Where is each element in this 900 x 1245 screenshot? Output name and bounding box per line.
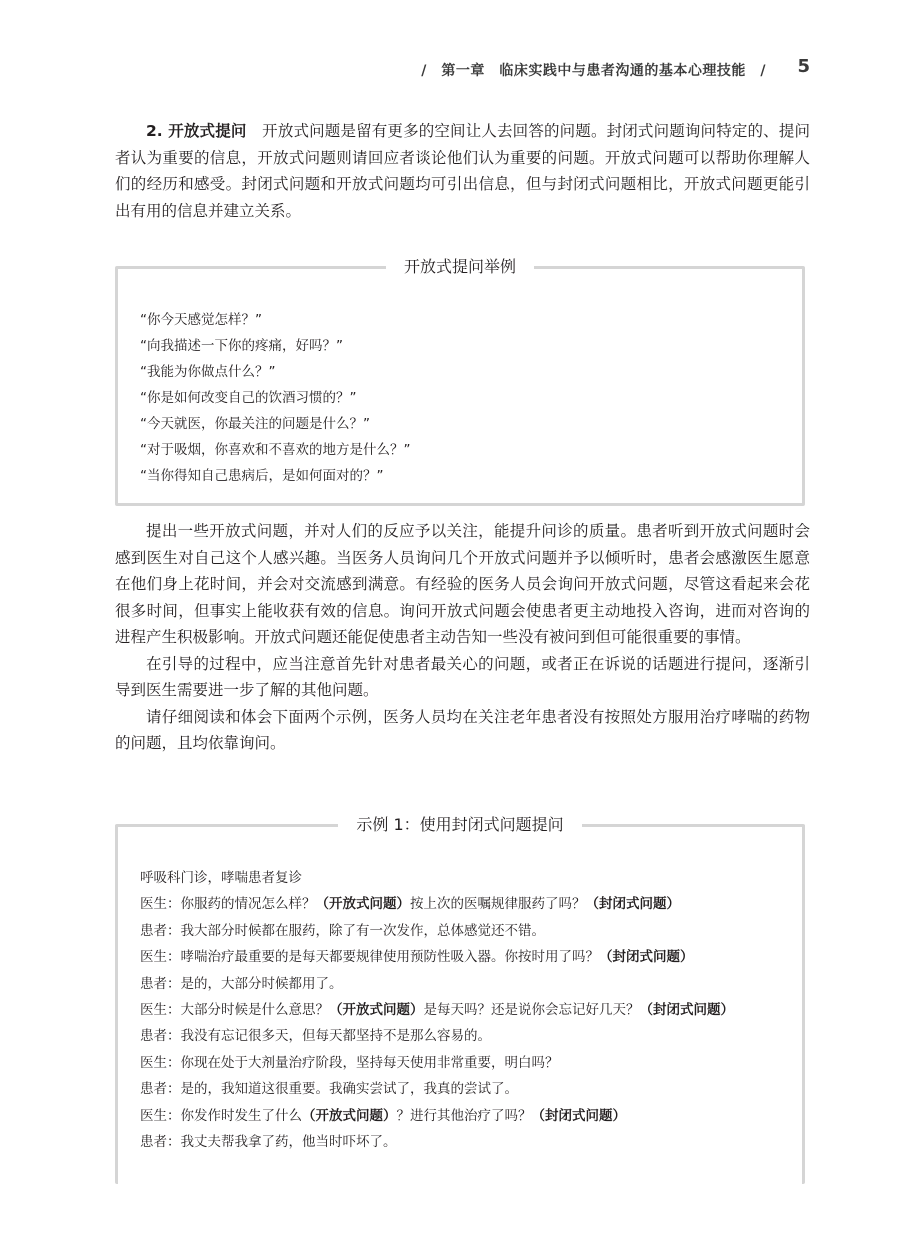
body-paragraphs <box>115 518 810 757</box>
page-header <box>0 58 900 88</box>
question-type-tag: （封闭式问题） <box>639 1002 734 1019</box>
open-question-examples-box <box>115 257 805 506</box>
list-item: “你是如何改变自己的饮酒习惯的？” <box>140 390 357 406</box>
dialogue-context: 呼吸科门诊，哮喘患者复诊 <box>140 870 302 886</box>
example1-dialogue-box <box>115 815 805 1184</box>
question-type-tag: （开放式问题） <box>329 1002 424 1019</box>
list-item: “今天就医，你最关注的问题是什么？” <box>140 416 370 432</box>
section-heading: 2. 开放式提问 <box>146 122 247 140</box>
paragraph: 提出一些开放式问题，并对人们的反应予以关注，能提升问诊的质量。患者听到开放式问题时会感到医生对自己这个人感兴趣。当医务人员询问几个开放式问题并予以倾听时，患者会感激医生愿意在他们身上花时间，并会对交流感到满意。有经验的医务人员会询问开放式问题，尽管这看起来会花很多时间，但事实上能收获有效的信息。询问开放式问题会使患者更主动地投入咨询，进而对咨询的进程产生积极影响。开放式问题还能促使患者主动告知一些没有被问到但可能很重要的事情。 <box>115 522 810 646</box>
dialogue-line: 医生：你服药的情况怎么样？（开放式问题）按上次的医嘱规律服药了吗？（封闭式问题） <box>140 896 680 913</box>
question-type-tag: （开放式问题） <box>315 896 410 913</box>
example-list <box>140 307 411 489</box>
paragraph: 请仔细阅读和体会下面两个示例，医务人员均在关注老年患者没有按照处方服用治疗哮喘的药物的问题，且均依靠询问。 <box>115 707 810 752</box>
dialogue-line: 患者：我丈夫帮我拿了药，他当时吓坏了。 <box>140 1134 397 1151</box>
dialogue-line: 医生：哮喘治疗最重要的是每天都要规律使用预防性吸入器。你按时用了吗？（封闭式问题） <box>140 949 694 966</box>
box-title: 开放式提问举例 <box>386 257 534 276</box>
question-type-tag: （开放式问题） <box>302 1107 397 1124</box>
section-paragraph <box>115 118 810 224</box>
section-text: 开放式问题是留有更多的空间让人去回答的问题。封闭式问题询问特定的、提问者认为重要的信息，开放式问题则请回应者谈论他们认为重要的问题。开放式问题可以帮助你理解人们的经历和感受。封闭式问题和开放式问题均可引出信息，但与封闭式问题相比，开放式问题更能引出有用的信息并建立关系。 <box>115 122 810 220</box>
dialogue-line: 患者：我大部分时候都在服药，除了有一次发作，总体感觉还不错。 <box>140 922 545 939</box>
question-type-tag: （封闭式问题） <box>531 1107 626 1124</box>
box-title: 示例 1：使用封闭式问题提问 <box>338 815 581 834</box>
section-open-questions <box>115 118 810 224</box>
dialogue-line: 医生：你现在处于大剂量治疗阶段，坚持每天使用非常重要，明白吗？ <box>140 1054 559 1071</box>
list-item: “对于吸烟，你喜欢和不喜欢的地方是什么？” <box>140 442 411 458</box>
chapter-title: / 第一章 临床实践中与患者沟通的基本心理技能 / <box>421 63 766 79</box>
page-number: 5 <box>797 56 810 77</box>
dialogue-line: 患者：是的，我知道这很重要。我确实尝试了，我真的尝试了。 <box>140 1081 518 1098</box>
list-item: “向我描述一下你的疼痛，好吗？” <box>140 338 343 354</box>
question-type-tag: （封闭式问题） <box>585 896 680 913</box>
list-item: “你今天感觉怎样？” <box>140 312 262 328</box>
dialogue-list <box>140 865 734 1155</box>
question-type-tag: （封闭式问题） <box>599 949 694 966</box>
dialogue-line: 患者：我没有忘记很多天，但每天都坚持不是那么容易的。 <box>140 1028 491 1045</box>
paragraph: 在引导的过程中，应当注意首先针对患者最关心的问题，或者正在诉说的话题进行提问，逐渐引导到医生需要进一步了解的其他问题。 <box>115 654 810 699</box>
list-item: “当你得知自己患病后，是如何面对的？” <box>140 468 384 484</box>
dialogue-line: 医生：大部分时候是什么意思？（开放式问题）是每天吗？还是说你会忘记好几天？（封闭式问题） <box>140 1002 734 1019</box>
dialogue-line: 患者：是的，大部分时候都用了。 <box>140 975 343 992</box>
dialogue-line: 医生：你发作时发生了什么（开放式问题）？进行其他治疗了吗？（封闭式问题） <box>140 1107 626 1124</box>
list-item: “我能为你做点什么？” <box>140 364 276 380</box>
